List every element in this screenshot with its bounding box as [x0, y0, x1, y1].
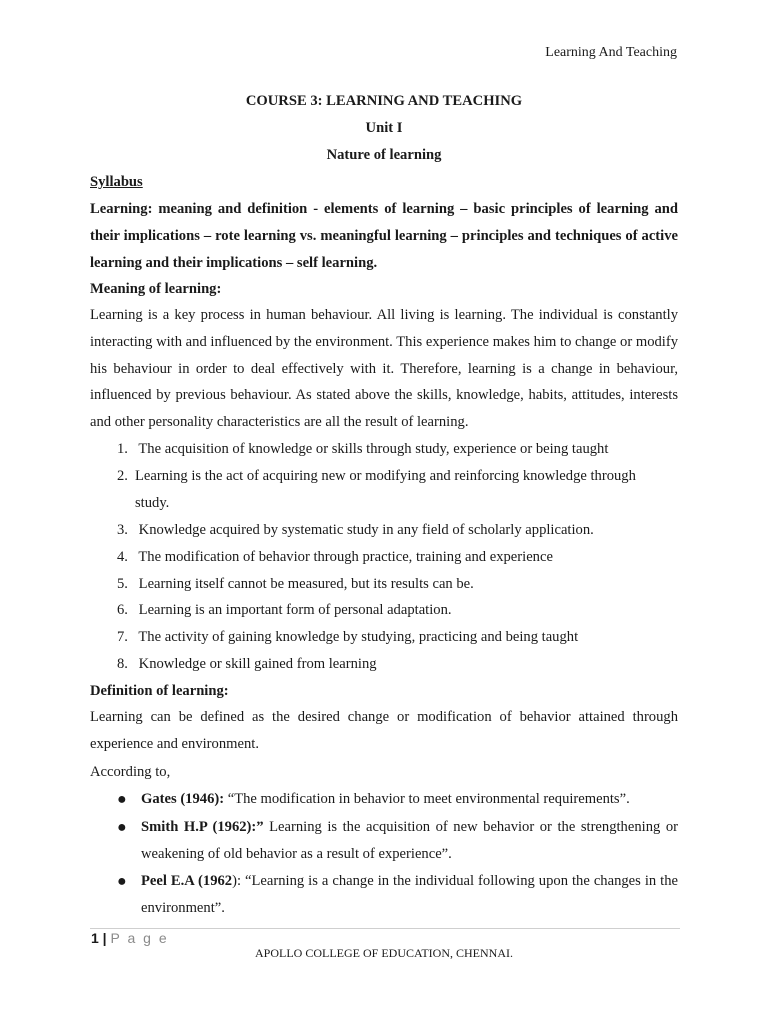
list-item-number: 1.: [117, 441, 128, 457]
list-item-number: 8.: [117, 656, 128, 672]
page-indicator: [91, 930, 169, 946]
running-header: Learning And Teaching: [545, 45, 677, 60]
bullet-icon: ●: [117, 791, 127, 808]
list-item: [117, 651, 677, 678]
list-item-number: 2.: [117, 468, 128, 484]
quote-item: [117, 814, 678, 868]
unit-title: Unit I: [365, 120, 403, 136]
list-item: [117, 517, 677, 544]
quote-text: ): “Learning is a change in the individual following upon the changes in the environment”.: [141, 873, 678, 916]
list-item-text: Knowledge or skill gained from learning: [138, 656, 377, 672]
quote-text: Learning is the acquisition of new behavior or the strengthening or weakening of old behavior as a result of experience”.: [141, 819, 678, 862]
list-item-text: The modification of behavior through practice, training and experience: [138, 549, 553, 565]
list-item-text: Learning itself cannot be measured, but its results can be.: [138, 576, 474, 592]
list-item-number: 6.: [117, 602, 128, 618]
list-item: [117, 571, 677, 598]
list-item-text: Knowledge acquired by systematic study in any field of scholarly application.: [138, 522, 594, 538]
quote-text: “The modification in behavior to meet environmental requirements”.: [224, 791, 630, 807]
list-item-text: The acquisition of knowledge or skills through study, experience or being taught: [138, 441, 609, 457]
list-item-text: The activity of gaining knowledge by studying, practicing and being taught: [138, 629, 579, 645]
list-item-number: 5.: [117, 576, 128, 592]
list-item-number: 7.: [117, 629, 128, 645]
list-item-number: 4.: [117, 549, 128, 565]
definition-paragraph: Learning can be defined as the desired change or modification of behavior attained through experience and environment.: [90, 709, 678, 752]
syllabus-text: Learning: meaning and definition - elements of learning – basic principles of learning and their implications – rote learning vs. meaningful learning – principles and techniques of active learning and their implications – self learning.: [90, 201, 678, 271]
list-item-text: Learning is the act of acquiring new or modifying and reinforcing knowledge through study.: [135, 468, 636, 511]
quote-item: [117, 786, 678, 813]
footer-divider: [90, 928, 680, 929]
quote-author: Peel E.A (1962: [141, 873, 233, 889]
list-item: [117, 624, 677, 651]
definition-heading: Definition of learning:: [90, 683, 229, 699]
according-to: According to,: [90, 764, 171, 780]
quote-author: Smith H.P (1962):”: [141, 819, 264, 835]
footer-institution: APOLLO COLLEGE OF EDUCATION, CHENNAI.: [255, 946, 513, 960]
page-number: 1: [91, 930, 99, 946]
meaning-heading: Meaning of learning:: [90, 281, 222, 297]
quote-item: [117, 868, 678, 922]
syllabus-heading: Syllabus: [90, 174, 143, 190]
topic-title: Nature of learning: [326, 147, 442, 163]
list-item: [117, 597, 677, 624]
list-item: [117, 463, 657, 517]
quote-author: Gates (1946):: [141, 791, 225, 807]
list-item: [117, 436, 677, 463]
meaning-paragraph: Learning is a key process in human behaviour. All living is learning. The individual is constantly interacting with and influenced by the environment. This experience makes him to change or modify his behaviour in order to deal effectively with it. Therefore, learning is a change in behaviour, influenced by previous behaviour. As stated above the skills, knowledge, habits, attitudes, interests and other personality characteristics are all the result of learning.: [90, 307, 678, 431]
list-item-number: 3.: [117, 522, 128, 538]
list-item: [117, 544, 677, 571]
bullet-icon: ●: [117, 873, 127, 890]
bullet-icon: ●: [117, 819, 127, 836]
course-title: COURSE 3: LEARNING AND TEACHING: [245, 93, 523, 109]
list-item-text: Learning is an important form of personal adaptation.: [138, 602, 452, 618]
page-separator: |: [98, 930, 111, 946]
page-word: P a g e: [110, 930, 169, 946]
